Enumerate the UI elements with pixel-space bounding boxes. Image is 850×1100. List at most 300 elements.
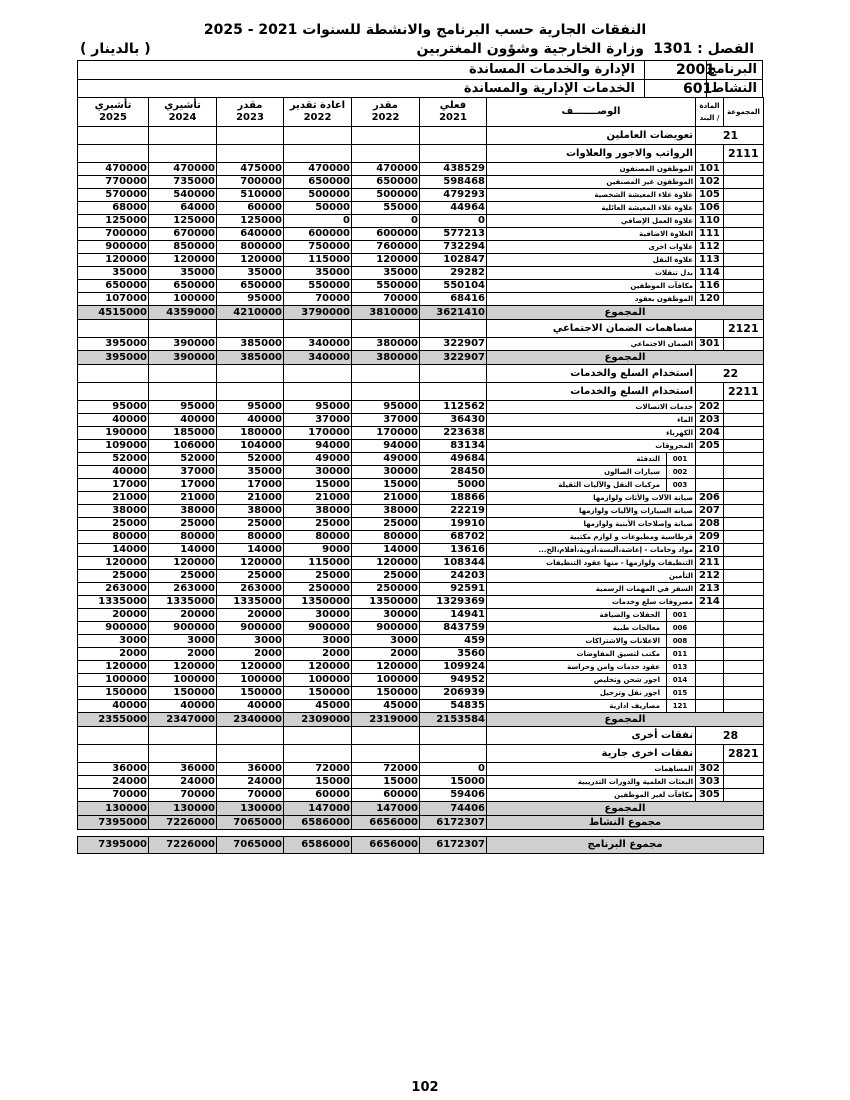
group-cell	[724, 635, 764, 648]
value-cell: 94952	[420, 674, 487, 687]
value-cell	[78, 320, 149, 338]
group-row	[78, 365, 764, 383]
group-cell	[724, 492, 764, 505]
detail-row	[78, 700, 764, 713]
value-cell: 59406	[420, 789, 487, 802]
value-cell: 17000	[217, 479, 284, 492]
value-cell: 15000	[352, 479, 420, 492]
value-cell: 2000	[149, 648, 217, 661]
detail-description: معالجات طبية	[612, 624, 660, 632]
col-2024: تأشيري 2024	[149, 98, 217, 127]
subgroup-code: 2121	[724, 320, 764, 338]
total-value: 130000	[78, 802, 149, 816]
total-value: 322907	[420, 351, 487, 365]
subgroup-code: 2111	[724, 145, 764, 163]
row-description: التأمين	[487, 570, 696, 583]
item-code: 113	[696, 254, 724, 267]
total-value: 6656000	[352, 837, 420, 854]
value-cell: 3000	[217, 635, 284, 648]
value-cell: 108344	[420, 557, 487, 570]
row-description: تعويضات العاملين	[487, 127, 696, 145]
group-cell	[724, 776, 764, 789]
group-cell	[724, 466, 764, 479]
item-row	[78, 763, 764, 776]
item-row	[78, 440, 764, 453]
expenditure-table	[77, 97, 764, 854]
value-cell: 68000	[78, 202, 149, 215]
value-cell	[420, 745, 487, 763]
value-cell: 24203	[420, 570, 487, 583]
value-cell: 598468	[420, 176, 487, 189]
item-row	[78, 518, 764, 531]
value-cell: 0	[352, 215, 420, 228]
value-cell: 1350000	[284, 596, 352, 609]
item-row	[78, 401, 764, 414]
total-label: مجموع البرنامج	[487, 837, 764, 854]
spacer-cell	[352, 830, 420, 837]
total-value: 6586000	[284, 837, 352, 854]
total-value: 7226000	[149, 837, 217, 854]
item-code: 101	[696, 163, 724, 176]
item-row	[78, 163, 764, 176]
row-description: مصروفات سلع وخدمات	[487, 596, 696, 609]
detail-description: مكتب لتسيق المفاوضات	[576, 650, 660, 658]
value-cell: 21000	[78, 492, 149, 505]
detail-row	[78, 674, 764, 687]
value-cell: 120000	[149, 557, 217, 570]
row-description: المساهمات	[487, 763, 696, 776]
row-description: مكافآت الموظفين	[487, 280, 696, 293]
item-cell	[696, 479, 724, 492]
group-cell	[724, 254, 764, 267]
value-cell: 36430	[420, 414, 487, 427]
group-cell	[724, 674, 764, 687]
detail-row	[78, 687, 764, 700]
item-code: 303	[696, 776, 724, 789]
detail-subcode: 001	[666, 609, 693, 621]
group-cell	[724, 267, 764, 280]
value-cell: 55000	[352, 202, 420, 215]
group-cell	[724, 228, 764, 241]
value-cell: 390000	[149, 338, 217, 351]
item-cell	[696, 661, 724, 674]
value-cell: 120000	[352, 661, 420, 674]
value-cell: 14000	[149, 544, 217, 557]
value-cell: 470000	[284, 163, 352, 176]
value-cell: 17000	[149, 479, 217, 492]
value-cell: 475000	[217, 163, 284, 176]
value-cell: 20000	[78, 609, 149, 622]
value-cell: 15000	[352, 776, 420, 789]
row-description: مكافآت لغير الموظفين	[487, 789, 696, 802]
value-cell: 92591	[420, 583, 487, 596]
value-cell: 38000	[149, 505, 217, 518]
value-cell	[352, 320, 420, 338]
value-cell	[420, 320, 487, 338]
col-item: المادة / البند	[696, 98, 724, 127]
value-cell: 40000	[78, 466, 149, 479]
value-cell: 36000	[217, 763, 284, 776]
value-cell: 150000	[352, 687, 420, 700]
total-value: 390000	[149, 351, 217, 365]
value-cell: 18866	[420, 492, 487, 505]
activity-code: 601	[683, 81, 713, 97]
item-row	[78, 570, 764, 583]
row-description: الماء	[487, 414, 696, 427]
value-cell: 35000	[284, 267, 352, 280]
value-cell: 540000	[149, 189, 217, 202]
row-description: خدمات الاتصالات	[487, 401, 696, 414]
value-cell: 3560	[420, 648, 487, 661]
row-description	[487, 466, 696, 479]
value-cell: 25000	[217, 570, 284, 583]
total-label: مجموع النشاط	[487, 816, 764, 830]
value-cell: 900000	[217, 622, 284, 635]
spacer-cell	[724, 830, 764, 837]
spacer-cell	[78, 830, 149, 837]
item-cell	[696, 648, 724, 661]
item-code: 302	[696, 763, 724, 776]
value-cell: 40000	[78, 414, 149, 427]
col-2025: تأشيري 2025	[78, 98, 149, 127]
item-code: 209	[696, 531, 724, 544]
value-cell: 125000	[149, 215, 217, 228]
value-cell: 49000	[284, 453, 352, 466]
detail-row	[78, 479, 764, 492]
value-cell: 38000	[352, 505, 420, 518]
value-cell: 600000	[284, 228, 352, 241]
item-cell	[696, 453, 724, 466]
spacer-cell	[217, 830, 284, 837]
item-code: 211	[696, 557, 724, 570]
row-description: نفقات أخرى	[487, 727, 696, 745]
program-name: الإدارة والخدمات المساندة	[469, 62, 635, 77]
value-cell: 700000	[78, 228, 149, 241]
item-row	[78, 557, 764, 570]
group-cell	[724, 544, 764, 557]
item-code: 207	[696, 505, 724, 518]
value-cell: 95000	[78, 401, 149, 414]
value-cell: 115000	[284, 557, 352, 570]
value-cell: 52000	[78, 453, 149, 466]
group-cell	[724, 596, 764, 609]
value-cell	[217, 727, 284, 745]
value-cell	[352, 145, 420, 163]
value-cell: 14000	[78, 544, 149, 557]
item-code: 111	[696, 228, 724, 241]
group-cell	[724, 570, 764, 583]
total-label: المجموع	[487, 306, 764, 320]
value-cell: 900000	[149, 622, 217, 635]
value-cell: 94000	[352, 440, 420, 453]
detail-row	[78, 661, 764, 674]
row-description: استخدام السلع والخدمات	[487, 383, 696, 401]
item-row	[78, 776, 764, 789]
value-cell	[149, 383, 217, 401]
spacer-cell	[149, 830, 217, 837]
total-value: 7226000	[149, 816, 217, 830]
group-row	[78, 727, 764, 745]
total-value: 2319000	[352, 713, 420, 727]
detail-description: اجور شحن وتخليص	[593, 676, 660, 684]
row-description: بدل تنقلات	[487, 267, 696, 280]
value-cell: 21000	[217, 492, 284, 505]
group-cell	[724, 427, 764, 440]
total-value: 4210000	[217, 306, 284, 320]
value-cell: 95000	[284, 401, 352, 414]
value-cell: 750000	[284, 241, 352, 254]
value-cell: 25000	[352, 518, 420, 531]
total-value: 147000	[352, 802, 420, 816]
total-row	[78, 837, 764, 854]
row-description: علاوة العمل الإضافي	[487, 215, 696, 228]
detail-description: الحفلات والضيافة	[599, 611, 660, 619]
value-cell: 40000	[217, 700, 284, 713]
item-code: 105	[696, 189, 724, 202]
col-group: المجموعة	[724, 98, 764, 127]
chapter-label: الفصل : 1301	[653, 41, 754, 57]
value-cell: 1335000	[149, 596, 217, 609]
value-cell: 106000	[149, 440, 217, 453]
value-cell: 650000	[149, 280, 217, 293]
value-cell	[217, 383, 284, 401]
item-code: 102	[696, 176, 724, 189]
row-description: الرواتب والاجور والعلاوات	[487, 145, 696, 163]
spacer-row	[78, 830, 764, 837]
group-cell	[724, 176, 764, 189]
value-cell: 600000	[352, 228, 420, 241]
item-row	[78, 531, 764, 544]
total-value: 385000	[217, 351, 284, 365]
value-cell: 510000	[217, 189, 284, 202]
value-cell: 35000	[352, 267, 420, 280]
group-cell	[724, 661, 764, 674]
item-code: 213	[696, 583, 724, 596]
subgroup-code: 2211	[724, 383, 764, 401]
value-cell: 650000	[78, 280, 149, 293]
value-cell: 1335000	[78, 596, 149, 609]
value-cell: 223638	[420, 427, 487, 440]
value-cell: 36000	[149, 763, 217, 776]
value-cell: 470000	[78, 163, 149, 176]
value-cell: 650000	[217, 280, 284, 293]
value-cell: 35000	[217, 267, 284, 280]
row-description: استخدام السلع والخدمات	[487, 365, 696, 383]
value-cell: 21000	[352, 492, 420, 505]
value-cell: 25000	[352, 570, 420, 583]
group-cell	[724, 215, 764, 228]
activity-name: الخدمات الإدارية والمساندة	[463, 81, 635, 96]
total-row	[78, 713, 764, 727]
row-description	[487, 622, 696, 635]
spacer-cell	[696, 830, 724, 837]
detail-description: سيارات الصالون	[604, 468, 660, 476]
item-code: 212	[696, 570, 724, 583]
group-code: 28	[696, 727, 764, 745]
value-cell: 38000	[78, 505, 149, 518]
group-row	[78, 127, 764, 145]
value-cell: 45000	[352, 700, 420, 713]
value-cell: 250000	[284, 583, 352, 596]
row-description: السفر في المهمات الرسمية	[487, 583, 696, 596]
value-cell: 72000	[352, 763, 420, 776]
group-cell	[724, 401, 764, 414]
value-cell: 95000	[352, 401, 420, 414]
total-value: 3621410	[420, 306, 487, 320]
value-cell: 2000	[352, 648, 420, 661]
row-description: المحروقات	[487, 440, 696, 453]
group-cell	[724, 280, 764, 293]
value-cell: 95000	[217, 401, 284, 414]
item-row	[78, 267, 764, 280]
value-cell	[352, 745, 420, 763]
value-cell: 20000	[217, 609, 284, 622]
value-cell: 459	[420, 635, 487, 648]
row-description	[487, 687, 696, 700]
detail-subcode: 013	[666, 661, 693, 673]
total-row	[78, 351, 764, 365]
value-cell: 2000	[78, 648, 149, 661]
row-description: البعثات العلمية والدورات التدريبية	[487, 776, 696, 789]
item-row	[78, 189, 764, 202]
value-cell: 52000	[217, 453, 284, 466]
value-cell: 500000	[284, 189, 352, 202]
value-cell: 120000	[352, 254, 420, 267]
value-cell: 100000	[217, 674, 284, 687]
item-row	[78, 505, 764, 518]
value-cell: 570000	[78, 189, 149, 202]
value-cell: 35000	[78, 267, 149, 280]
value-cell: 50000	[284, 202, 352, 215]
row-description: نفقات اخرى جارية	[487, 745, 696, 763]
value-cell: 185000	[149, 427, 217, 440]
group-code: 22	[696, 365, 764, 383]
total-value: 147000	[284, 802, 352, 816]
value-cell: 735000	[149, 176, 217, 189]
row-description: التنظيفات ولوازمها - منها عقود التنظيفات	[487, 557, 696, 570]
value-cell	[78, 145, 149, 163]
value-cell	[149, 727, 217, 745]
currency-note: ( بالدينار )	[80, 41, 151, 57]
value-cell: 900000	[78, 241, 149, 254]
item-code: 120	[696, 293, 724, 306]
value-cell: 120000	[352, 557, 420, 570]
spacer-cell	[487, 830, 696, 837]
value-cell: 29282	[420, 267, 487, 280]
item-code: 214	[696, 596, 724, 609]
value-cell: 843759	[420, 622, 487, 635]
item-code: 110	[696, 215, 724, 228]
item-code: 112	[696, 241, 724, 254]
value-cell: 120000	[78, 254, 149, 267]
value-cell: 14000	[352, 544, 420, 557]
value-cell: 263000	[217, 583, 284, 596]
total-label: المجموع	[487, 351, 764, 365]
row-description: الموظفون المصنفون	[487, 163, 696, 176]
value-cell: 80000	[217, 531, 284, 544]
value-cell	[149, 365, 217, 383]
value-cell	[284, 365, 352, 383]
group-cell	[724, 622, 764, 635]
value-cell: 770000	[78, 176, 149, 189]
value-cell: 732294	[420, 241, 487, 254]
value-cell: 38000	[217, 505, 284, 518]
item-cell	[696, 622, 724, 635]
total-row	[78, 802, 764, 816]
value-cell: 72000	[284, 763, 352, 776]
group-cell	[724, 338, 764, 351]
value-cell	[284, 320, 352, 338]
value-cell: 0	[284, 215, 352, 228]
total-value: 7065000	[217, 816, 284, 830]
value-cell: 95000	[217, 293, 284, 306]
total-value: 6656000	[352, 816, 420, 830]
page-title: النفقات الجارية حسب البرنامج والانشطة للسنوات 2021 - 2025	[203, 22, 647, 38]
value-cell: 3000	[78, 635, 149, 648]
detail-subcode: 121	[666, 700, 693, 712]
value-cell: 95000	[149, 401, 217, 414]
value-cell: 1329369	[420, 596, 487, 609]
item-row	[78, 176, 764, 189]
group-cell	[724, 583, 764, 596]
total-value: 6172307	[420, 816, 487, 830]
group-cell	[724, 518, 764, 531]
value-cell: 14941	[420, 609, 487, 622]
col-2022-estimate: مقدر 2022	[352, 98, 420, 127]
group-cell	[724, 789, 764, 802]
total-value: 2340000	[217, 713, 284, 727]
value-cell: 1350000	[352, 596, 420, 609]
subgroup-row	[78, 145, 764, 163]
detail-subcode: 002	[666, 466, 693, 478]
value-cell: 112562	[420, 401, 487, 414]
value-cell: 438529	[420, 163, 487, 176]
value-cell	[78, 745, 149, 763]
item-cell	[696, 466, 724, 479]
total-value: 3810000	[352, 306, 420, 320]
value-cell	[420, 383, 487, 401]
value-cell	[420, 145, 487, 163]
detail-subcode: 006	[666, 622, 693, 634]
value-cell: 52000	[149, 453, 217, 466]
item-row	[78, 293, 764, 306]
detail-description: التدفئة	[636, 455, 660, 463]
row-description: مساهمات الضمان الاجتماعي	[487, 320, 696, 338]
value-cell: 22219	[420, 505, 487, 518]
value-cell	[420, 727, 487, 745]
value-cell	[352, 365, 420, 383]
item-code: 106	[696, 202, 724, 215]
program-code: 2001	[676, 62, 715, 78]
row-description: الضمان الاجتماعي	[487, 338, 696, 351]
value-cell	[284, 127, 352, 145]
value-cell: 44964	[420, 202, 487, 215]
group-cell	[724, 505, 764, 518]
item-row	[78, 241, 764, 254]
value-cell: 60000	[352, 789, 420, 802]
value-cell	[217, 145, 284, 163]
value-cell	[217, 745, 284, 763]
value-cell: 25000	[149, 570, 217, 583]
total-value: 395000	[78, 351, 149, 365]
total-value: 2309000	[284, 713, 352, 727]
detail-row	[78, 466, 764, 479]
item-row	[78, 254, 764, 267]
row-description: علاوات اخرى	[487, 241, 696, 254]
program-label: البرنامج	[707, 62, 757, 77]
value-cell	[149, 320, 217, 338]
value-cell	[78, 727, 149, 745]
